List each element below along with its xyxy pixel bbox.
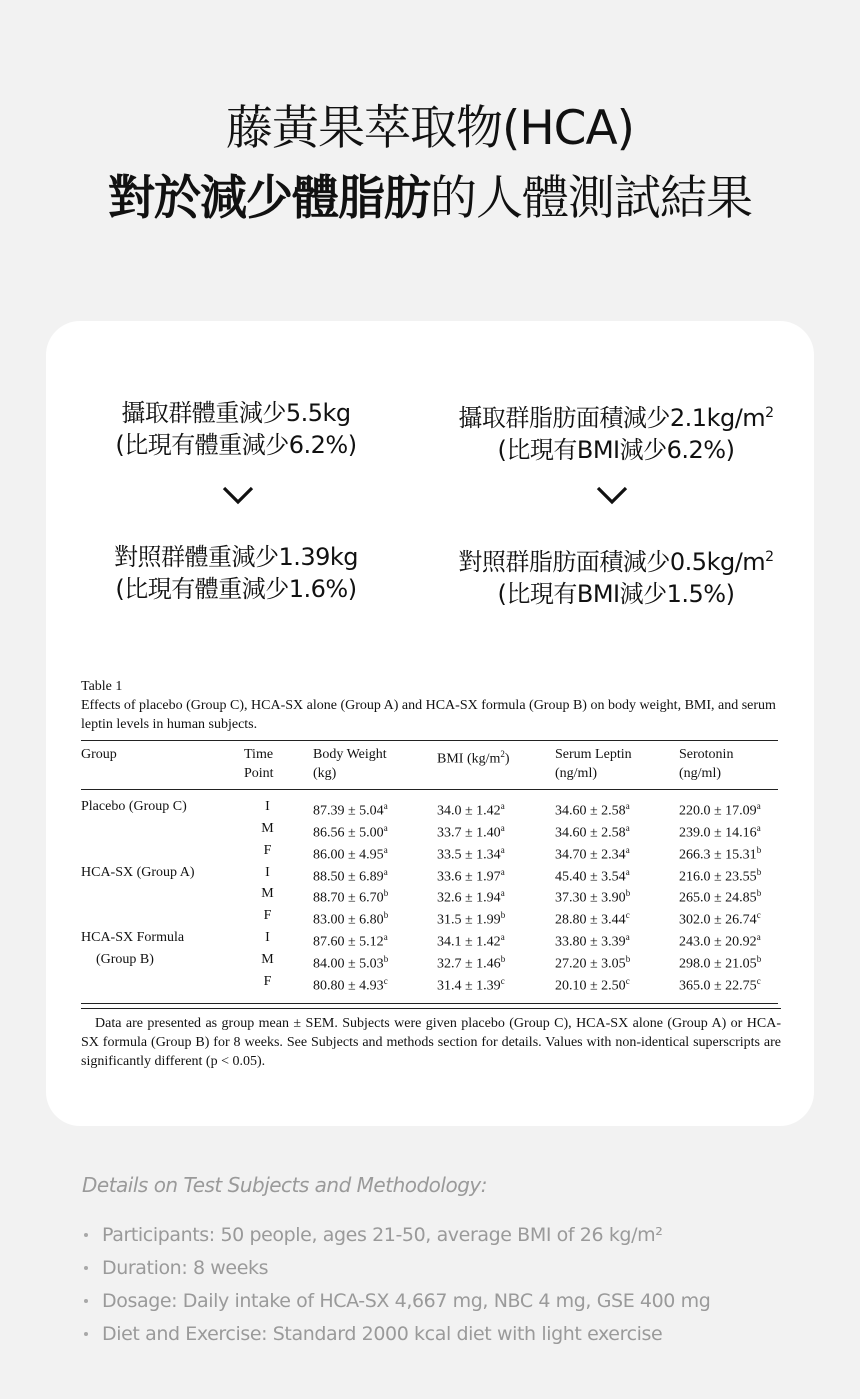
table-cell-serotonin: 265.0 ± 24.85$^b$ [679,888,762,907]
table-cell-leptin: 45.40 ± 3.54$^a$ [555,866,630,885]
table-cell-weight: 87.60 ± 5.12$^a$ [313,932,388,950]
header-group: Group [81,741,244,790]
table-header-row [81,741,778,790]
table-cell-group: HCA-SX Formula [81,930,185,946]
table-cell-group: HCA-SX (Group A) [81,864,195,880]
table-cell-serotonin: 365.0 ± 22.75$^c$ [679,975,761,994]
table-cell-serotonin: 266.3 ± 15.31$^b$ [679,844,762,863]
summary-line: (比現有體重減少1.6%) [115,575,357,603]
table-cell-group [81,820,244,842]
table-cell-bmi: 32.7 ± 1.46$^b$ [437,954,506,972]
table-row [81,864,778,886]
table-cell-leptin: 28.80 ± 3.44$^c$ [555,910,630,928]
bullet-icon [84,1233,88,1237]
table-cell-group [81,842,244,864]
chevron-down-icon [595,484,629,506]
table-cell-weight: 88.50 ± 6.89$^a$ [313,866,388,885]
subtitle-regular: 的人體測試結果 [430,171,752,226]
table-cell-serotonin: 298.0 ± 21.05$^b$ [679,954,762,972]
list-item: Duration: 8 weeks [82,1252,710,1285]
table-cell-weight: 87.39 ± 5.04$^a$ [313,801,388,819]
table-cell-time: M [261,952,274,968]
table-caption: Effects of placebo (Group C), HCA-SX alone (Group A) and HCA-SX formula (Group B) on body weight, BMI, and serum leptin levels in human subjects. [81,698,776,732]
table-cell-serotonin: 302.0 ± 26.74$^c$ [679,910,761,928]
table-cell-weight: 86.00 ± 4.95$^a$ [313,844,388,863]
bullet-icon [84,1332,88,1336]
page-title: 藤黃果萃取物(HCA) [226,101,634,156]
page-subtitle [0,166,860,232]
table-row [81,790,778,820]
summary-control-fat [426,541,806,610]
table-cell-leptin: 34.60 ± 2.58$^a$ [555,801,630,819]
summary-line: (比現有體重減少6.2%) [115,431,357,459]
list-item: Diet and Exercise: Standard 2000 kcal diet with light exercise [82,1318,710,1351]
table-cell-time: F [263,842,272,858]
header-leptin: Serum Leptin (ng/ml) [555,741,679,790]
table-cell-weight: 83.00 ± 6.80$^b$ [313,910,389,928]
table-cell-leptin: 27.20 ± 3.05$^b$ [555,954,631,972]
header-serotonin: Serotonin (ng/ml) [679,741,778,790]
table-row [81,907,778,929]
table-label: Table 1 [81,679,123,694]
table-row [81,973,778,1003]
results-card [46,321,814,1126]
table-cell-time: I [265,930,270,946]
table-cell-time: I [265,799,270,814]
table-cell-group: Placebo (Group C) [81,799,187,814]
table-cell-serotonin: 220.0 ± 17.09$^a$ [679,801,761,819]
table-cell-bmi: 32.6 ± 1.94$^a$ [437,888,505,907]
table-cell-time: M [261,886,274,902]
table-row [81,929,778,951]
table-cell-time: M [261,820,274,836]
table-cell-bmi: 33.5 ± 1.34$^a$ [437,844,505,863]
table-cell-weight: 80.80 ± 4.93$^c$ [313,975,388,994]
header-time: Time Point [244,741,313,790]
table-cell-weight: 86.56 ± 5.00$^a$ [313,822,388,841]
table-cell-leptin: 37.30 ± 3.90$^b$ [555,888,631,907]
table-cell-weight: 88.70 ± 6.70$^b$ [313,888,389,907]
table-cell-bmi: 33.7 ± 1.40$^a$ [437,822,505,841]
summary-line: 對照群脂肪面積減少$0.5kg/m^2$ [458,548,774,576]
subtitle-bold: 對於減少體脂肪 [108,171,430,226]
summary-line: (比現有BMI減少6.2%) [497,436,735,464]
summary-control-weight [86,541,386,605]
table-cell-group [81,885,244,907]
table-cell-time: I [265,864,270,880]
summary-line: 對照群體重減少1.39kg [113,543,359,571]
table-cell-serotonin: 239.0 ± 14.16$^a$ [679,822,761,841]
summary-line: (比現有BMI減少1.5%) [497,580,735,608]
table-cell-bmi: 31.5 ± 1.99$^b$ [437,910,506,928]
bullet-icon [84,1299,88,1303]
summary-treatment-weight [86,397,386,461]
bullet-icon [84,1266,88,1270]
details-title: Details on Test Subjects and Methodology: [82,1173,487,1197]
table-cell-bmi: 34.0 ± 1.42$^a$ [437,801,505,819]
table-cell-leptin: 20.10 ± 2.50$^c$ [555,975,630,994]
table-cell-bmi: 33.6 ± 1.97$^a$ [437,866,505,885]
study-table [81,677,781,1071]
table-row [81,951,778,973]
table-cell-serotonin: 216.0 ± 23.55$^b$ [679,866,762,885]
details-list [82,1219,710,1351]
table-cell-time: F [263,908,272,924]
table-cell-weight: 84.00 ± 5.03$^b$ [313,954,389,972]
table-cell-bmi: 31.4 ± 1.39$^c$ [437,975,505,994]
table-cell-bmi: 34.1 ± 1.42$^a$ [437,932,505,950]
table-cell-group [81,907,244,929]
table-cell-leptin: 34.70 ± 2.34$^a$ [555,844,630,863]
table-row [81,820,778,842]
table-cell-serotonin: 243.0 ± 20.92$^a$ [679,932,761,950]
table-cell-leptin: 33.80 ± 3.39$^a$ [555,932,630,950]
table-footnote: Data are presented as group mean ± SEM. Subjects were given placebo (Group C), HCA-SX alone (Group A) or HCA-SX formula (Group B) for 8 weeks. See Subjects and methods section for details. Values with non-identical superscripts are significantly different (p < 0.05). [81,1008,781,1071]
table-row [81,885,778,907]
header-weight: Body Weight (kg) [313,741,437,790]
summary-line: 攝取群脂肪面積減少$2.1kg/m^2$ [458,404,774,432]
table-cell-leptin: 34.60 ± 2.58$^a$ [555,822,630,841]
chevron-down-icon [221,484,255,506]
table-cell-group [81,973,244,1003]
table-cell-group: (Group B) [96,952,154,968]
table-row [81,842,778,864]
header-bmi: BMI $(kg/m^2)$ [437,741,555,790]
data-table [81,740,778,1004]
list-item: Participants: 50 people, ages 21-50, average BMI of 26 kg/m² [82,1219,710,1252]
list-item: Dosage: Daily intake of HCA-SX 4,667 mg, NBC 4 mg, GSE 400 mg [82,1285,710,1318]
table-cell-time: F [263,973,272,989]
summary-line: 攝取群體重減少5.5kg [121,399,351,427]
summary-treatment-fat [426,397,806,466]
